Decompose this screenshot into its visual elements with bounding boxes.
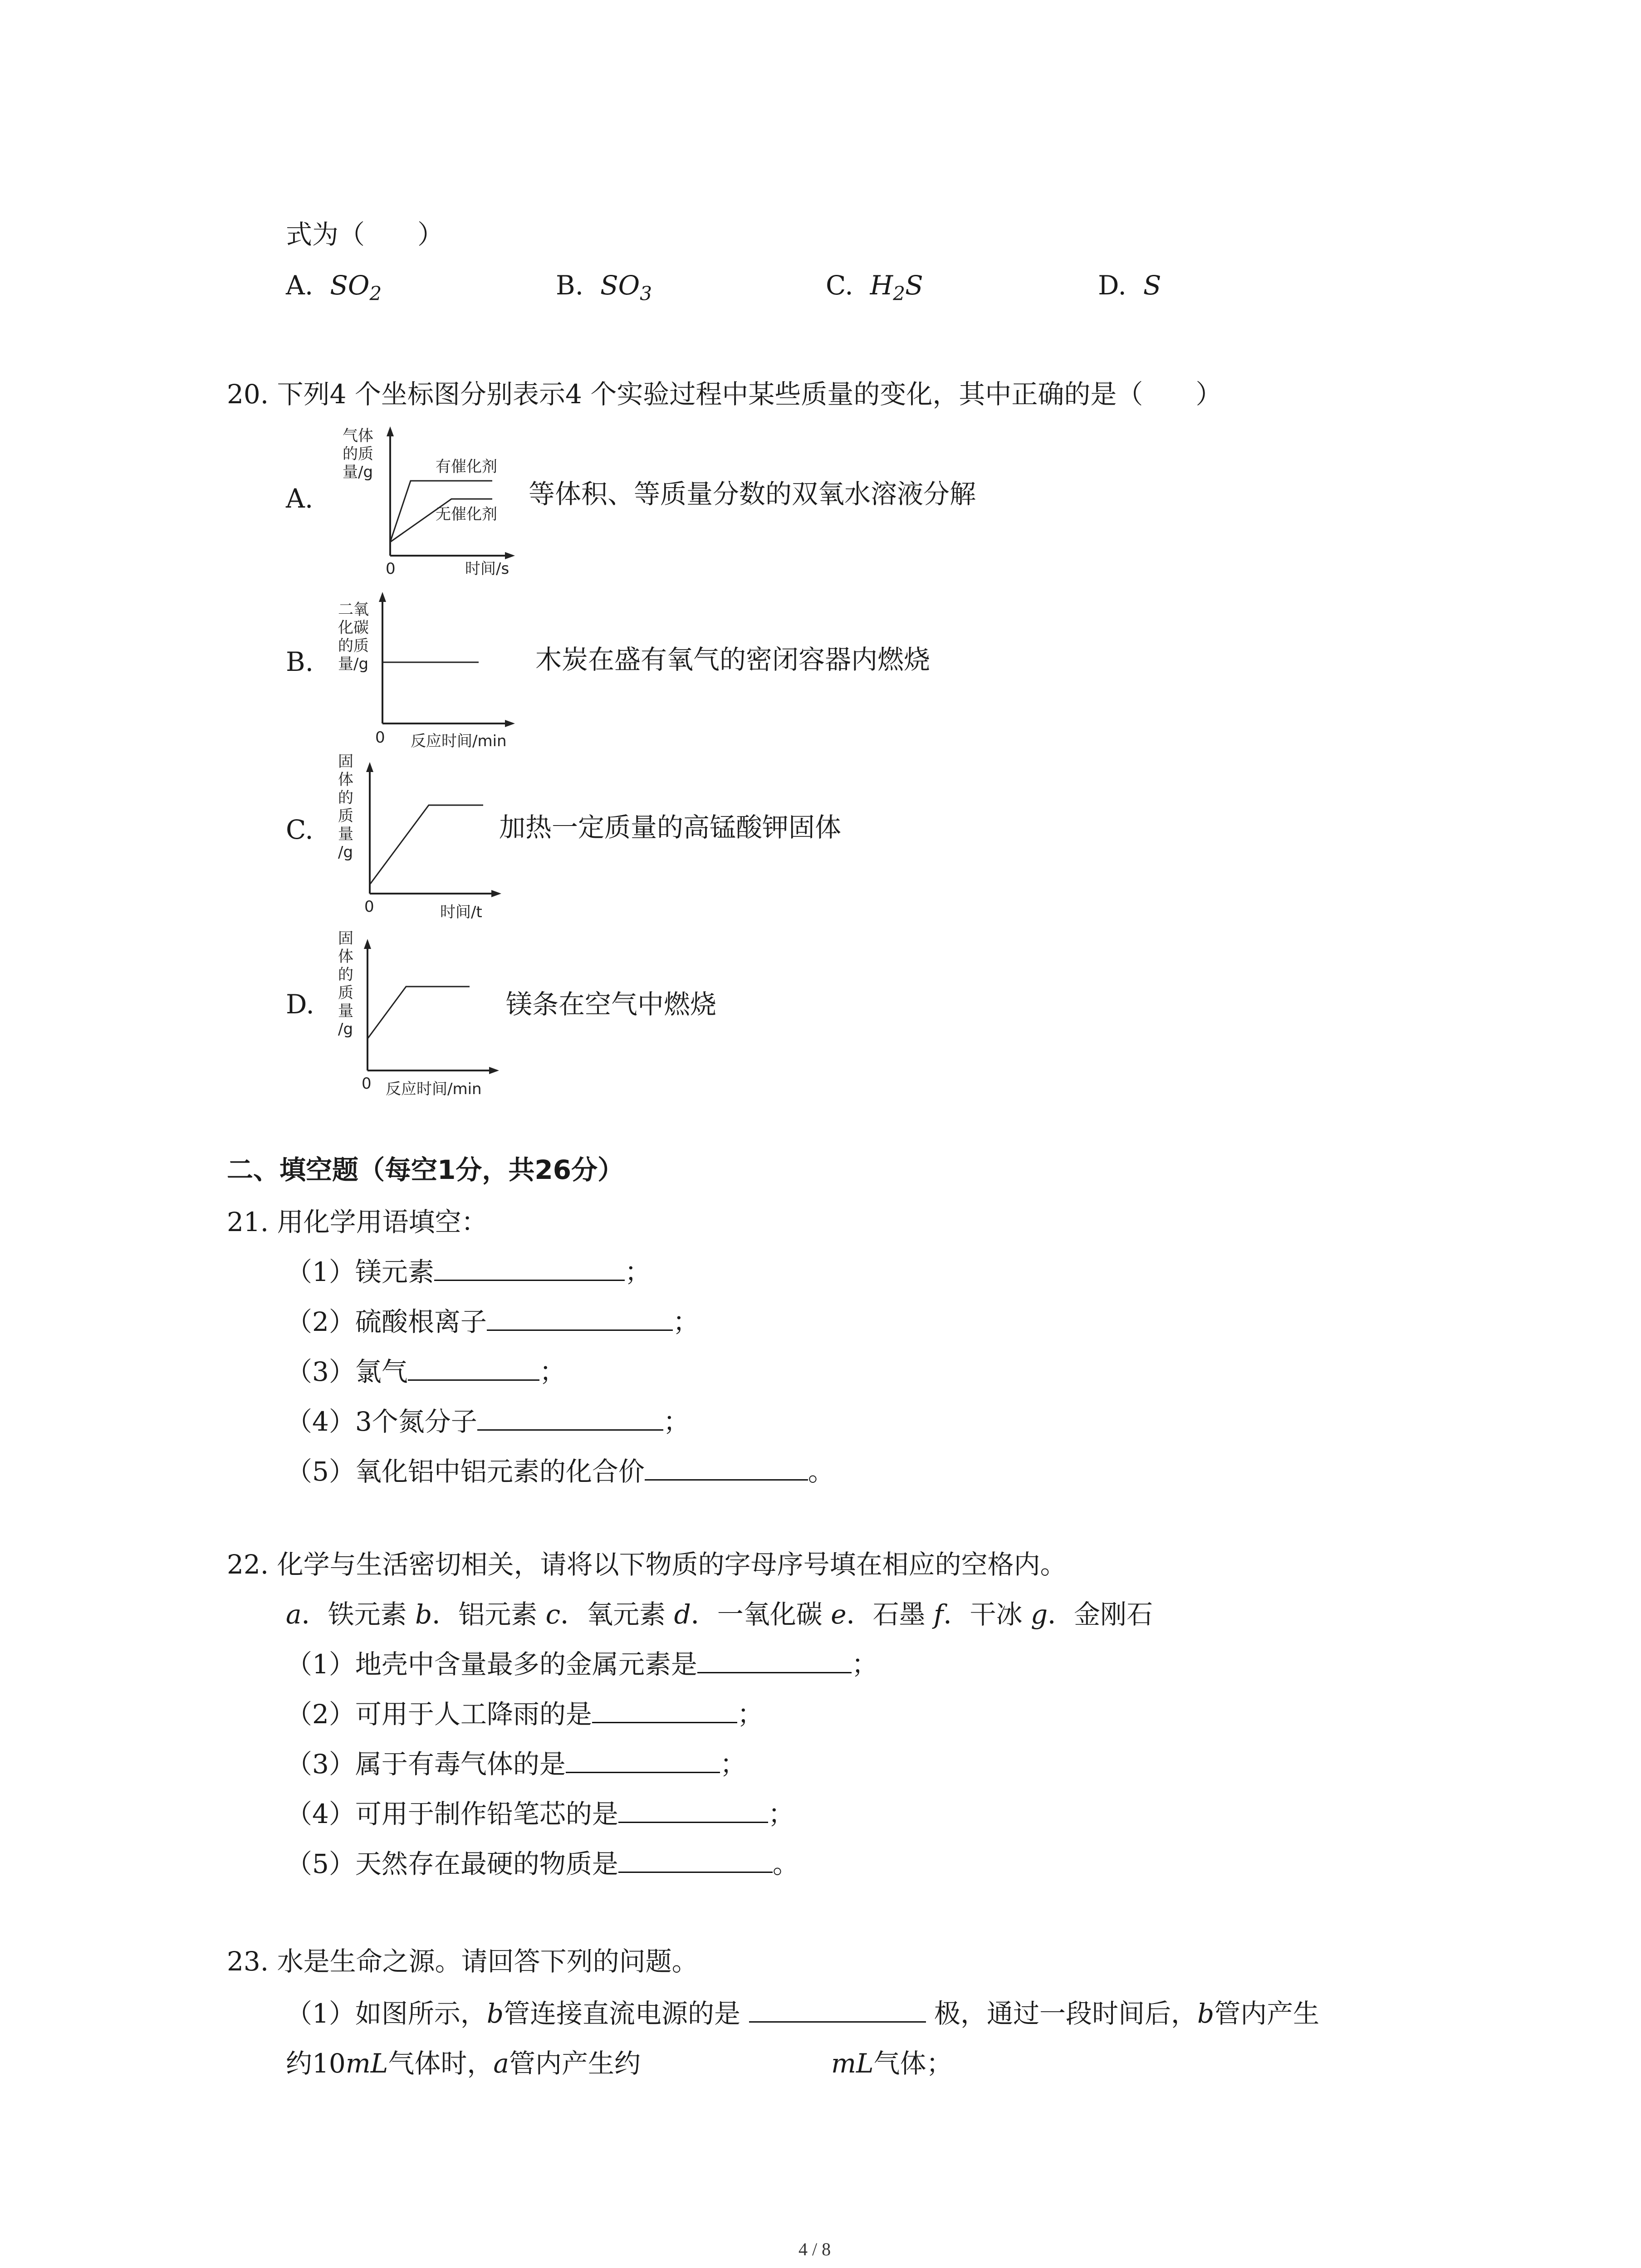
graph-d-xlabel: 反应时间/min (386, 1080, 482, 1098)
q22-item-5: （5）天然存在最硬的物质是 。 (286, 1848, 799, 1879)
graph-d-ylabel-4: 质 (338, 984, 353, 1002)
q22-choices: a．铁元素 b．铝元素 c．氧元素 d．一氧化碳 e．石墨 f．干冰 g．金刚石 (286, 1599, 1153, 1630)
q20-option-b-desc: 木炭在盛有氧气的密闭容器内燃烧 (535, 644, 931, 675)
graph-b-ylabel-3: 的质 (338, 637, 369, 655)
graph-d-ylabel-1: 固 (338, 929, 353, 948)
graph-c-ylabel-4: 质 (338, 807, 353, 825)
graph-a-label-no-catalyst: 无催化剂 (436, 505, 497, 523)
q21-item-3: （3）氯气 ； (286, 1356, 566, 1387)
graph-a-origin: 0 (386, 560, 396, 578)
q21-item-4: （4）3个氮分子 ； (286, 1406, 690, 1437)
q22-blank-2[interactable] (592, 1721, 737, 1723)
graph-c-xlabel: 时间/t (440, 903, 482, 921)
q21-blank-4[interactable] (477, 1429, 663, 1431)
graph-b-origin: 0 (375, 728, 385, 747)
graph-c-ylabel-6: /g (338, 843, 353, 861)
q22-blank-3[interactable] (566, 1771, 720, 1773)
q22-blank-4[interactable] (618, 1821, 768, 1823)
graph-b-ylabel-1: 二氧 (338, 601, 369, 619)
q20-option-d-letter: D. (286, 989, 314, 1020)
graph-d-ylabel-6: /g (338, 1020, 353, 1038)
q20-option-a-desc: 等体积、等质量分数的双氧水溶液分解 (529, 479, 976, 509)
q20-option-a-letter: A. (286, 483, 314, 514)
graph-a-xlabel: 时间/s (465, 560, 509, 578)
q19-option-d: D. S (1098, 270, 1161, 301)
graph-c-ylabel-5: 量 (338, 825, 353, 843)
q20-graph-b (333, 587, 547, 751)
q19-option-b: B. $SO_3$ (556, 270, 652, 305)
q22-item-3: （3）属于有毒气体的是 ； (286, 1749, 746, 1779)
q22-blank-5[interactable] (618, 1871, 773, 1873)
graph-d-ylabel-3: 的 (338, 966, 353, 984)
q20-option-c-letter: C. (286, 814, 314, 845)
page-number: 4 / 8 (798, 2239, 831, 2259)
q20-option-c-desc: 加热一定质量的高锰酸钾固体 (499, 812, 842, 843)
graph-a-ylabel-1: 气体 (343, 427, 373, 445)
q21-blank-2[interactable] (487, 1329, 673, 1331)
q22-stem: 22. 化学与生活密切相关，请将以下物质的字母序号填在相应的空格内。 (227, 1549, 1067, 1580)
graph-d-ylabel-5: 量 (338, 1002, 353, 1020)
graph-d-ylabel-2: 体 (338, 948, 353, 966)
graph-c-line (370, 805, 483, 885)
q20-option-b-letter: B. (286, 646, 314, 677)
q20-option-d-desc: 镁条在空气中燃烧 (506, 989, 717, 1020)
graph-b-ylabel-2: 化碳 (338, 619, 369, 637)
q23-blank-pole[interactable] (749, 2021, 926, 2023)
graph-b-xlabel: 反应时间/min (411, 732, 507, 750)
q22-item-4: （4）可用于制作铅笔芯的是 ； (286, 1799, 794, 1829)
graph-d-origin: 0 (362, 1075, 372, 1093)
q20-graph-d (333, 925, 524, 1107)
graph-c-ylabel-1: 固 (338, 753, 353, 771)
q19-option-c: C. $H_2S$ (826, 270, 923, 305)
q22-blank-1[interactable] (697, 1672, 852, 1673)
q23-stem: 23. 水是生命之源。请回答下列的问题。 (227, 1946, 698, 1977)
q20-graph-a (333, 422, 533, 581)
q21-item-1: （1）镁元素 ； (286, 1256, 651, 1287)
q21-stem: 21. 用化学用语填空： (227, 1207, 488, 1237)
q21-item-2: （2）硫酸根离子 ； (286, 1306, 699, 1337)
q22-item-1: （1）地壳中含量最多的金属元素是 ； (286, 1649, 878, 1680)
q23-line-2: 约10mL气体时，a管内产生约 mL气体； (286, 2048, 953, 2079)
graph-d-line (367, 987, 470, 1039)
q21-blank-1[interactable] (434, 1279, 625, 1281)
section-2-title: 二、填空题（每空1分，共26分） (227, 1154, 624, 1185)
q20-stem: 20. 下列4 个坐标图分别表示4 个实验过程中某些质量的变化，其中正确的是（ ） (227, 379, 1222, 410)
q22-item-2: （2）可用于人工降雨的是 ； (286, 1699, 764, 1730)
q19-stem-tail: 式为（ ） (286, 219, 444, 250)
graph-c-origin: 0 (364, 898, 374, 916)
q23-line-1: （1）如图所示，b管连接直流电源的是 极，通过一段时间后，b管内产生 (286, 1998, 1320, 2029)
graph-c-ylabel-3: 的 (338, 789, 353, 807)
graph-a-ylabel-3: 量/g (343, 463, 373, 481)
q19-option-a: A. $SO_2$ (286, 270, 382, 305)
q21-item-5: （5）氧化铝中铝元素的化合价 。 (286, 1456, 834, 1487)
graph-a-ylabel-2: 的质 (343, 445, 373, 463)
graph-b-ylabel-4: 量/g (338, 655, 369, 673)
graph-a-label-catalyst: 有催化剂 (436, 458, 497, 476)
graph-c-ylabel-2: 体 (338, 771, 353, 789)
q20-graph-c (333, 748, 515, 930)
q21-blank-5[interactable] (645, 1479, 808, 1481)
q21-blank-3[interactable] (408, 1379, 539, 1381)
